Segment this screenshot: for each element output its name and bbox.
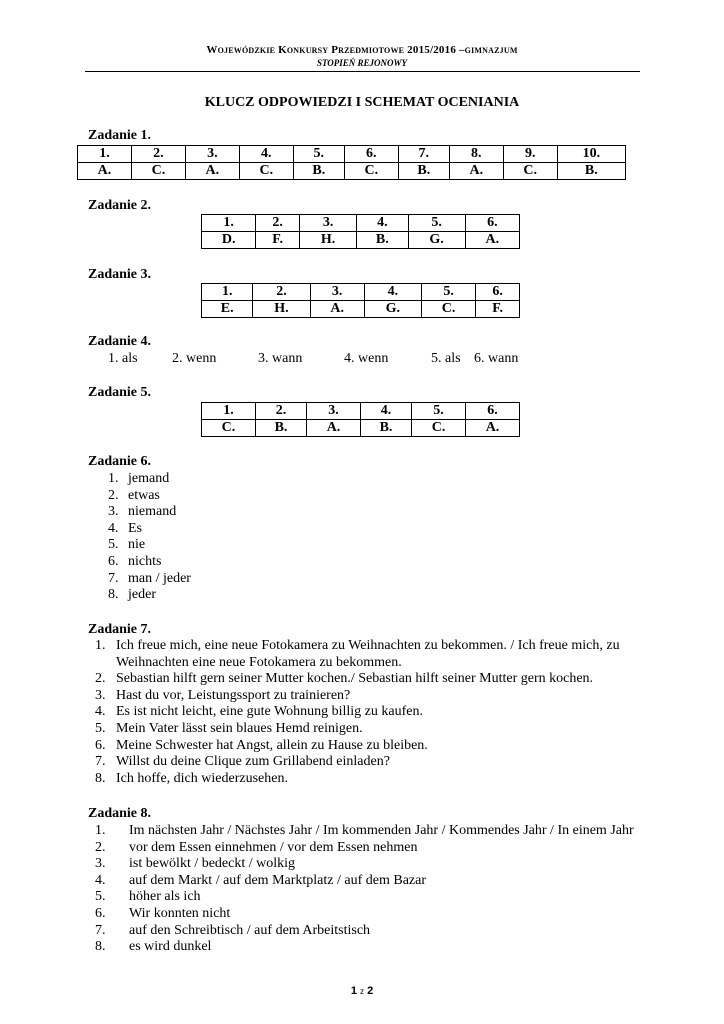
- answer-number-cell: 10.: [557, 146, 625, 163]
- list-item-text: Ich freue mich, eine neue Fotokamera zu Weihnachten zu bekommen. / Ich freue mich, zu Weihnachten eine neue Fotokamera zu bekommen.: [116, 638, 620, 670]
- list-item-number: 2.: [95, 839, 106, 855]
- answer-number-cell: 2.: [255, 403, 306, 420]
- zadanie-3-heading: Zadanie 3.: [88, 267, 152, 282]
- list-item-text: ist bewölkt / bedeckt / wolkig: [129, 856, 296, 872]
- list-item-text: etwas: [128, 487, 160, 503]
- list-item-text: höher als ich: [129, 889, 201, 905]
- list-item: [108, 471, 628, 488]
- list-item: [108, 521, 628, 538]
- list-item: [95, 704, 635, 721]
- answer-number-cell: 2.: [256, 215, 300, 232]
- list-item-text: Meine Schwester hat Angst, allein zu Hause zu bleiben.: [116, 737, 428, 753]
- answer-letter-cell: B.: [255, 420, 306, 437]
- answer-letter-cell: B.: [357, 232, 408, 249]
- list-item: [95, 771, 635, 788]
- answer-number-cell: 4.: [364, 284, 421, 301]
- answer-letter-cell: C.: [131, 163, 185, 180]
- list-item: [108, 537, 628, 554]
- list-item-text: auf den Schreibtisch / auf dem Arbeitstisch: [129, 922, 371, 938]
- answer-table-numbers-row: [202, 215, 520, 232]
- list-item-text: Willst du deine Clique zum Grillabend einladen?: [116, 754, 390, 770]
- answer-letter-cell: A.: [466, 420, 520, 437]
- list-item: [95, 823, 635, 840]
- zadanie-4-heading: Zadanie 4.: [88, 334, 152, 349]
- list-item-text: Hast du vor, Leistungssport zu trainieren?: [116, 687, 351, 703]
- answer-letter-cell: B.: [398, 163, 449, 180]
- list-item-text: niemand: [128, 504, 177, 520]
- answer-letter-cell: G.: [364, 301, 421, 318]
- zadanie-2-heading: Zadanie 2.: [88, 198, 152, 213]
- list-item-text: jeder: [128, 587, 156, 603]
- answer-letter-cell: C.: [412, 420, 466, 437]
- answer-number-cell: 5.: [421, 284, 475, 301]
- list-item-text: Sebastian hilft gern seiner Mutter kochen./ Sebastian hilft seiner Mutter gern kochen.: [116, 671, 594, 687]
- answer-letter-cell: H.: [300, 232, 357, 249]
- list-item: [95, 721, 635, 738]
- answer-letter-cell: C.: [344, 163, 398, 180]
- zadanie-8-answer-list: [95, 823, 635, 956]
- list-item-text: Ich hoffe, dich wiederzusehen.: [116, 770, 288, 786]
- answer-table-answers-row: [202, 232, 520, 249]
- answer-number-cell: 2.: [131, 146, 185, 163]
- answer-letter-cell: A.: [78, 163, 132, 180]
- list-item: [95, 856, 635, 873]
- list-item-text: Es ist nicht leicht, eine gute Wohnung billig zu kaufen.: [116, 704, 423, 720]
- page-total: 2: [367, 985, 374, 997]
- answer-number-cell: 3.: [185, 146, 239, 163]
- list-item-text: vor dem Essen einnehmen / vor dem Essen nehmen: [129, 839, 418, 855]
- answer-number-cell: 5.: [408, 215, 465, 232]
- answer-number-cell: 3.: [300, 215, 357, 232]
- zadanie-6-answer-list: [108, 471, 628, 604]
- list-item-number: 8.: [95, 770, 106, 786]
- answer-letter-cell: D.: [202, 232, 256, 249]
- page-separator: z: [360, 987, 364, 996]
- answer-number-cell: 4.: [360, 403, 411, 420]
- zadanie-1-answer-table: [77, 145, 626, 180]
- list-item: [108, 571, 628, 588]
- answer-number-cell: 4.: [357, 215, 408, 232]
- answer-number-cell: 5.: [293, 146, 344, 163]
- list-item-number: 6.: [95, 737, 106, 753]
- list-item-number: 1.: [108, 471, 119, 486]
- list-item-number: 2.: [108, 487, 119, 503]
- list-item-text: nichts: [128, 553, 162, 569]
- answer-number-cell: 6.: [466, 403, 520, 420]
- answer-number-cell: 1.: [202, 215, 256, 232]
- list-item-number: 6.: [108, 553, 119, 569]
- list-item: [95, 939, 635, 956]
- header-title: Wojewódzkie Konkursy Przedmiotowe 2015/2016 –gimnazjum: [206, 44, 518, 56]
- answer-letter-cell: E.: [202, 301, 253, 318]
- answer-table-numbers-row: [202, 403, 520, 420]
- zadanie-1-heading: Zadanie 1.: [88, 128, 152, 143]
- list-item: [108, 488, 628, 505]
- answer-number-cell: 6.: [465, 215, 519, 232]
- answer-letter-cell: C.: [239, 163, 293, 180]
- list-item-text: man / jeder: [128, 570, 191, 586]
- answer-letter-cell: B.: [557, 163, 625, 180]
- zadanie-4-answer: 3. wann: [258, 351, 303, 366]
- list-item-number: 5.: [108, 537, 119, 553]
- answer-number-cell: 6.: [476, 284, 520, 301]
- list-item-text: Wir konnten nicht: [129, 905, 231, 921]
- answer-number-cell: 4.: [239, 146, 293, 163]
- list-item-text: Es: [128, 520, 142, 536]
- list-item-number: 4.: [95, 704, 106, 720]
- answer-number-cell: 3.: [307, 403, 361, 420]
- zadanie-7-answer-list: [95, 638, 635, 787]
- answer-letter-cell: A.: [465, 232, 519, 249]
- header-divider: [85, 71, 640, 72]
- list-item-number: 7.: [95, 922, 106, 938]
- answer-number-cell: 3.: [310, 284, 364, 301]
- list-item: [95, 873, 635, 890]
- list-item-number: 4.: [95, 872, 106, 888]
- list-item-text: nie: [128, 537, 146, 553]
- list-item-text: Im nächsten Jahr / Nächstes Jahr / Im kommenden Jahr / Kommendes Jahr / In einem Jahr: [129, 823, 634, 838]
- zadanie-5-heading: Zadanie 5.: [88, 385, 152, 400]
- list-item: [108, 554, 628, 571]
- list-item: [95, 738, 635, 755]
- zadanie-2-answer-table: [201, 214, 520, 249]
- list-item: [108, 587, 628, 604]
- list-item-text: Mein Vater lässt sein blaues Hemd reinigen.: [116, 720, 363, 736]
- list-item-number: 8.: [108, 587, 119, 603]
- list-item: [95, 923, 635, 940]
- answer-number-cell: 5.: [412, 403, 466, 420]
- answer-table-numbers-row: [202, 284, 520, 301]
- list-item-number: 4.: [108, 520, 119, 536]
- answer-table-answers-row: [202, 420, 520, 437]
- zadanie-4-answer: 1. als: [108, 351, 138, 366]
- answer-number-cell: 7.: [398, 146, 449, 163]
- list-item: [95, 889, 635, 906]
- answer-letter-cell: C.: [202, 420, 256, 437]
- answer-table-answers-row: [202, 301, 520, 318]
- list-item: [108, 504, 628, 521]
- list-item: [95, 638, 635, 671]
- answer-number-cell: 8.: [449, 146, 503, 163]
- answer-number-cell: 1.: [202, 403, 256, 420]
- answer-letter-cell: C.: [421, 301, 475, 318]
- answer-number-cell: 9.: [503, 146, 557, 163]
- list-item-number: 5.: [95, 720, 106, 736]
- answer-letter-cell: A.: [307, 420, 361, 437]
- list-item-number: 3.: [95, 856, 106, 872]
- answer-number-cell: 6.: [344, 146, 398, 163]
- zadanie-8-heading: Zadanie 8.: [88, 806, 152, 821]
- answer-letter-cell: A.: [310, 301, 364, 318]
- page-title: KLUCZ ODPOWIEDZI I SCHEMAT OCENIANIA: [204, 95, 520, 110]
- list-item: [95, 840, 635, 857]
- zadanie-4-answer: 5. als: [431, 351, 461, 366]
- answer-letter-cell: F.: [256, 232, 300, 249]
- zadanie-6-heading: Zadanie 6.: [88, 454, 152, 469]
- page-current: 1: [350, 985, 357, 997]
- list-item-number: 1.: [95, 823, 106, 838]
- zadanie-4-answer: 4. wenn: [344, 351, 389, 366]
- zadanie-3-answer-table: [201, 283, 520, 318]
- answer-letter-cell: F.: [476, 301, 520, 318]
- list-item-text: jemand: [128, 471, 170, 486]
- zadanie-4-answer: 6. wann: [474, 351, 519, 366]
- list-item-text: auf dem Markt / auf dem Marktplatz / auf dem Bazar: [129, 872, 426, 888]
- answer-number-cell: 1.: [202, 284, 253, 301]
- list-item-number: 6.: [95, 905, 106, 921]
- answer-letter-cell: C.: [503, 163, 557, 180]
- list-item-number: 7.: [95, 754, 106, 770]
- header-subtitle: STOPIEŃ REJONOWY: [316, 58, 408, 68]
- zadanie-4-answer: 2. wenn: [172, 351, 217, 366]
- zadanie-7-heading: Zadanie 7.: [88, 622, 152, 637]
- list-item-number: 8.: [95, 939, 106, 955]
- list-item-number: 2.: [95, 671, 106, 687]
- list-item-number: 3.: [108, 504, 119, 520]
- answer-letter-cell: B.: [293, 163, 344, 180]
- answer-letter-cell: G.: [408, 232, 465, 249]
- answer-letter-cell: H.: [253, 301, 310, 318]
- answer-number-cell: 1.: [78, 146, 132, 163]
- answer-letter-cell: A.: [449, 163, 503, 180]
- list-item: [95, 671, 635, 688]
- list-item: [95, 906, 635, 923]
- list-item: [95, 754, 635, 771]
- list-item: [95, 688, 635, 705]
- answer-table-answers-row: [78, 163, 626, 180]
- answer-table-numbers-row: [78, 146, 626, 163]
- list-item-number: 1.: [95, 638, 106, 653]
- list-item-number: 3.: [95, 687, 106, 703]
- answer-letter-cell: A.: [185, 163, 239, 180]
- answer-number-cell: 2.: [253, 284, 310, 301]
- list-item-number: 7.: [108, 570, 119, 586]
- answer-letter-cell: B.: [360, 420, 411, 437]
- zadanie-5-answer-table: [201, 402, 520, 437]
- page-number: [0, 985, 724, 997]
- list-item-number: 5.: [95, 889, 106, 905]
- list-item-text: es wird dunkel: [129, 939, 212, 955]
